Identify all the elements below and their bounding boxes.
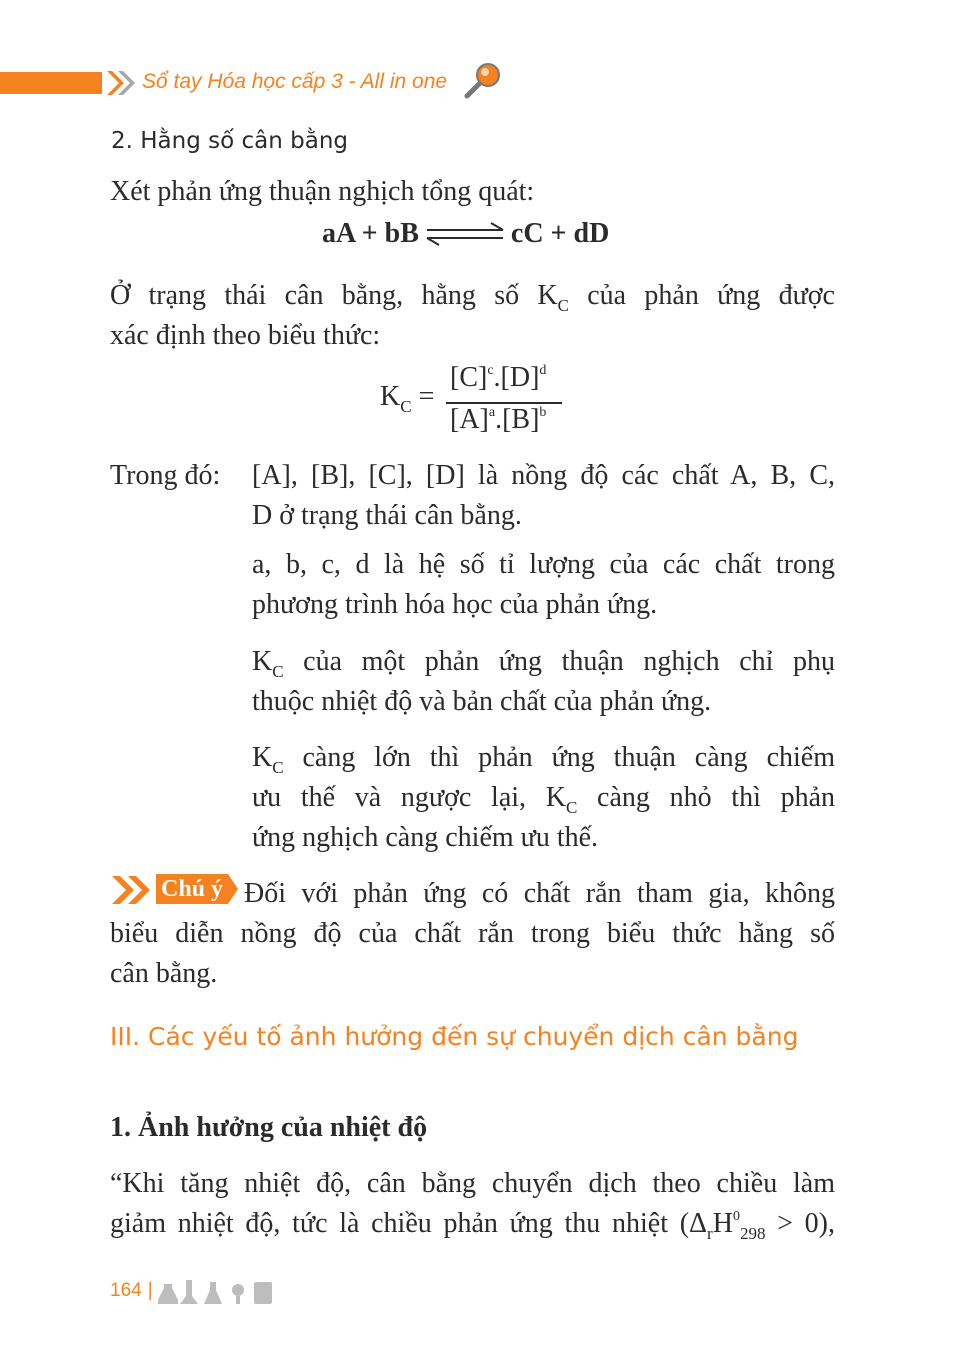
- where-item-2-line-2: phương trình hóa học của phản ứng.: [252, 589, 658, 620]
- reaction-equation: [322, 218, 609, 250]
- where-label: Trong đó:: [110, 460, 221, 491]
- where-item-2-line-1: a, b, c, d là hệ số tỉ lượng của các chất trong: [252, 549, 835, 580]
- kc-note-2-line-3: ứng nghịch càng chiếm ưu thế.: [252, 822, 599, 853]
- double-chevron-icon: [110, 874, 160, 906]
- kc-note-2-line-2: ưu thế và ngược lại, $K_C$ càng nhỏ thì phản: [252, 782, 836, 817]
- double-chevron-icon: [104, 66, 138, 100]
- note-line-3: cân bằng.: [110, 958, 218, 989]
- note-badge: [110, 874, 238, 906]
- equation-products: cC + dD: [510, 218, 610, 249]
- intro-text: Xét phản ứng thuận nghịch tổng quát:: [110, 176, 535, 207]
- equilibrium-constant-formula: [380, 362, 580, 442]
- note-line-2: biểu diễn nồng độ của chất rắn trong biểu thức hằng số: [110, 918, 835, 949]
- note-label: Chú ý: [156, 874, 228, 904]
- part3-sub-heading: 1. Ảnh hưởng của nhiệt độ: [110, 1112, 428, 1143]
- kc-note-1-line-1: $K_C$ của một phản ứng thuận nghịch chỉ phụ: [252, 646, 835, 681]
- where-item-1-line-2: D ở trạng thái cân bằng.: [252, 500, 522, 531]
- formula-lhs: $K_C$ =: [380, 381, 435, 416]
- page-footer: [110, 1276, 276, 1306]
- note-line-1: Đối với phản ứng có chất rắn tham gia, không: [244, 878, 835, 909]
- formula-numerator: $[C]^c.[D]^d$: [450, 362, 547, 393]
- equation-reactants: aA + bB: [322, 218, 419, 249]
- definition-line-1: Ở trạng thái cân bằng, hằng số $K_C$ của phản ứng được: [110, 280, 835, 315]
- magnifying-glass-icon: [462, 60, 506, 102]
- section-title: 2. Hằng số cân bằng: [111, 128, 348, 154]
- kc-note-2-line-1: $K_C$ càng lớn thì phản ứng thuận càng chiếm: [252, 742, 835, 777]
- temperature-para-line-2: giảm nhiệt độ, tức là chiều phản ứng thu nhiệt $(\Delta_rH^0_{298} > 0)$,: [110, 1208, 835, 1243]
- equilibrium-arrow-icon: [425, 221, 505, 247]
- temperature-para-line-1: “Khi tăng nhiệt độ, cân bằng chuyển dịch theo chiều làm: [110, 1168, 835, 1199]
- formula-denominator: $[A]^a.[B]^b$: [450, 404, 547, 435]
- header-accent-bar: [0, 72, 102, 94]
- where-item-1-line-1: [A], [B], [C], [D] là nồng độ các chất A, B, C,: [252, 460, 835, 491]
- kc-note-1-line-2: thuộc nhiệt độ và bản chất của phản ứng.: [252, 686, 712, 717]
- book-title: Sổ tay Hóa học cấp 3 - All in one: [142, 70, 448, 93]
- definition-line-2: xác định theo biểu thức:: [110, 320, 381, 351]
- lab-equipment-icons: [158, 1276, 276, 1306]
- part3-heading: III. Các yếu tố ảnh hưởng đến sự chuyển dịch cân bằng: [110, 1022, 799, 1051]
- note-label-tip: [228, 874, 238, 904]
- page-number: 164: [110, 1280, 142, 1301]
- footer-separator: |: [147, 1280, 153, 1301]
